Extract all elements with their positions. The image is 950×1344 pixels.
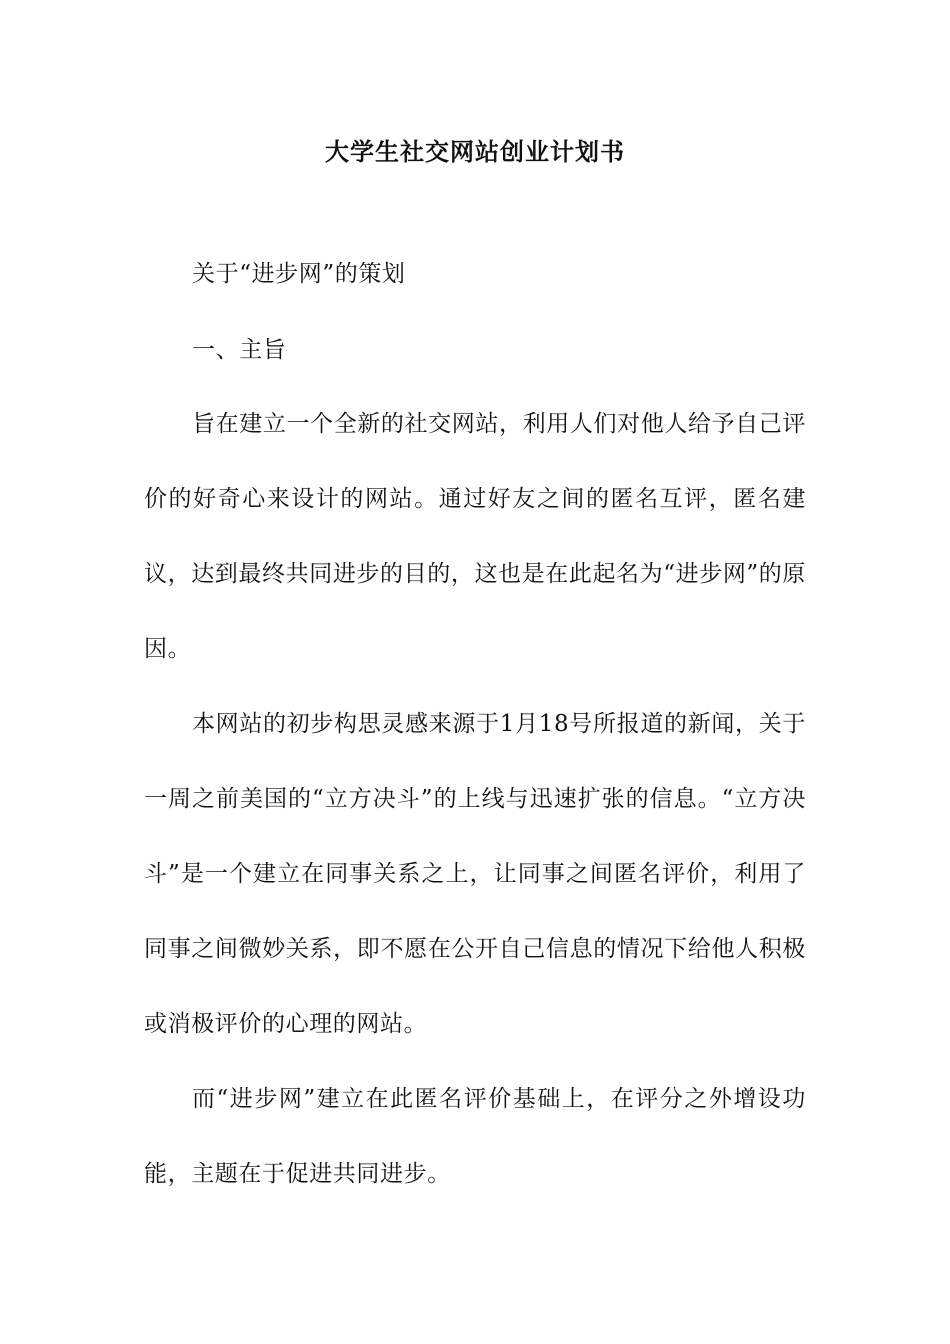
paragraph-inspiration: 本网站的初步构思灵感来源于1月18号所报道的新闻，关于一周之前美国的“立方决斗”的上线与迅速扩张的信息。“立方决斗”是一个建立在同事关系之上，让同事之间匿名评价，利用了同事之间微妙关系，即不愿在公开自己信息的情况下给他人积极或消极评价的心理的网站。 xyxy=(144,711,806,1037)
paragraph-purpose: 旨在建立一个全新的社交网站，利用人们对他人给予自己评价的好奇心来设计的网站。通过好友之间的匿名互评，匿名建议，达到最终共同进步的目的，这也是在此起名为“进步网”的原因。 xyxy=(144,411,806,662)
paragraph-feature: 而“进步网”建立在此匿名评价基础上，在评分之外增设功能，主题在于促进共同进步。 xyxy=(144,1086,806,1187)
document-title: 大学生社交网站创业计划书 xyxy=(325,137,625,166)
section-heading-plan: 关于“进步网”的策划 xyxy=(192,261,406,287)
section-heading-purpose: 一、主旨 xyxy=(192,337,287,363)
